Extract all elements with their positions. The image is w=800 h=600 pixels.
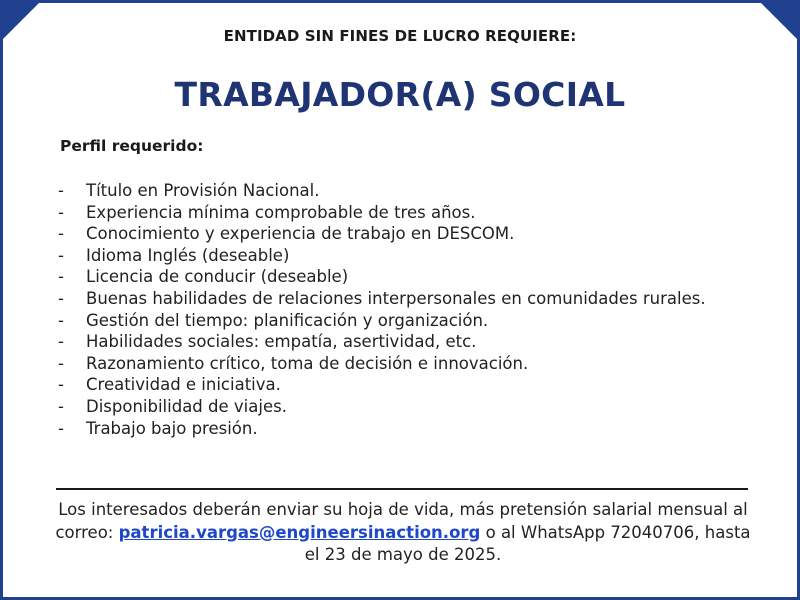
requirement-text: Conocimiento y experiencia de trabajo en DESCOM. — [86, 224, 515, 244]
contact-text-before: Los interesados deberán enviar su hoja de vida, más pretensión salarial mensual al correo: — [55, 500, 748, 542]
bullet-dash: - — [58, 267, 64, 287]
requirement-text: Experiencia mínima comprobable de tres años. — [86, 202, 476, 222]
contact-instructions — [53, 499, 753, 567]
list-item — [58, 202, 748, 224]
email-link[interactable]: patricia.vargas@engineersinaction.org — [118, 522, 481, 542]
list-item — [58, 331, 748, 353]
bullet-dash: - — [58, 202, 64, 222]
list-item — [58, 396, 748, 418]
requirement-text: Buenas habilidades de relaciones interpersonales en comunidades rurales. — [86, 288, 706, 308]
profile-heading: Perfil requerido: — [60, 137, 204, 155]
requirement-text: Disponibilidad de viajes. — [86, 396, 287, 416]
list-item — [58, 418, 748, 440]
requirement-text: Razonamiento crítico, toma de decisión e innovación. — [86, 353, 529, 373]
requirement-text: Trabajo bajo presión. — [86, 418, 258, 438]
bullet-dash: - — [58, 224, 64, 244]
posting-title: TRABAJADOR(A) SOCIAL — [174, 75, 626, 114]
list-item — [58, 288, 748, 310]
bullet-dash: - — [58, 310, 64, 330]
requirement-text: Licencia de conducir (deseable) — [86, 267, 349, 287]
requirements-list — [58, 180, 748, 439]
list-item — [58, 245, 748, 267]
section-divider — [56, 488, 748, 490]
list-item — [58, 310, 748, 332]
bullet-dash: - — [58, 332, 64, 352]
bullet-dash: - — [58, 288, 64, 308]
bullet-dash: - — [58, 353, 64, 373]
bullet-dash: - — [58, 375, 64, 395]
contact-text-after: o al WhatsApp 72040706, hasta el 23 de mayo de 2025. — [304, 522, 751, 564]
list-item — [58, 353, 748, 375]
list-item — [58, 180, 748, 202]
requirement-text: Título en Provisión Nacional. — [86, 181, 320, 200]
bullet-dash: - — [58, 245, 64, 265]
bullet-dash: - — [58, 418, 64, 438]
list-item — [58, 374, 748, 396]
bullet-dash: - — [58, 181, 64, 200]
requirement-text: Gestión del tiempo: planificación y organización. — [86, 310, 489, 330]
posting-subtitle: ENTIDAD SIN FINES DE LUCRO REQUIERE: — [223, 27, 577, 45]
bullet-dash: - — [58, 396, 64, 416]
list-item — [58, 223, 748, 245]
requirement-text: Habilidades sociales: empatía, asertividad, etc. — [86, 332, 477, 352]
requirement-text: Idioma Inglés (deseable) — [86, 245, 290, 265]
requirement-text: Creatividad e iniciativa. — [86, 375, 281, 395]
list-item — [58, 266, 748, 288]
